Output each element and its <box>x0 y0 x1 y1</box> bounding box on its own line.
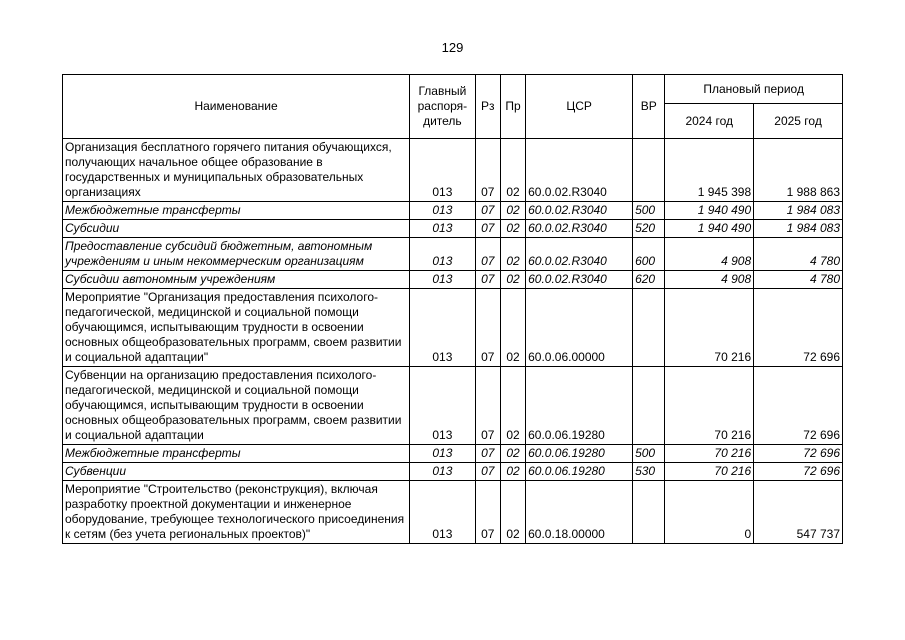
table-header <box>63 75 843 139</box>
cell-vr: 500 <box>633 202 665 220</box>
table-row <box>63 139 843 202</box>
cell-vr: 620 <box>633 271 665 289</box>
cell-2025: 72 696 <box>754 463 843 481</box>
header-year-2024: 2024 год <box>665 104 754 139</box>
header-admin: Главный распоря-дитель <box>410 75 476 139</box>
cell-csr: 60.0.06.00000 <box>526 289 633 367</box>
cell-rz: 07 <box>475 481 500 544</box>
cell-2025: 1 984 083 <box>754 202 843 220</box>
cell-2024: 4 908 <box>665 238 754 271</box>
cell-2024: 70 216 <box>665 445 754 463</box>
cell-vr: 600 <box>633 238 665 271</box>
cell-2025: 4 780 <box>754 238 843 271</box>
table-row <box>63 481 843 544</box>
table-row <box>63 202 843 220</box>
cell-rz: 07 <box>475 463 500 481</box>
header-pr: Пр <box>500 75 525 139</box>
table-row <box>63 289 843 367</box>
header-name: Наименование <box>63 75 410 139</box>
cell-vr: 520 <box>633 220 665 238</box>
cell-vr <box>633 139 665 202</box>
table-row <box>63 271 843 289</box>
cell-rz: 07 <box>475 202 500 220</box>
cell-rz: 07 <box>475 445 500 463</box>
cell-name: Субсидии <box>63 220 410 238</box>
cell-admin: 013 <box>410 463 476 481</box>
cell-name: Предоставление субсидий бюджетным, автономным учреждениям и иным некоммерческим организациям <box>63 238 410 271</box>
cell-admin: 013 <box>410 202 476 220</box>
page-number: 129 <box>441 40 464 55</box>
cell-admin: 013 <box>410 445 476 463</box>
cell-pr: 02 <box>500 202 525 220</box>
cell-admin: 013 <box>410 220 476 238</box>
cell-vr: 500 <box>633 445 665 463</box>
cell-2024: 0 <box>665 481 754 544</box>
cell-pr: 02 <box>500 220 525 238</box>
cell-pr: 02 <box>500 139 525 202</box>
cell-name: Мероприятие "Организация предоставления психолого-педагогической, медицинской и социальной помощи обучающимся, испытывающим трудности в освоении основных общеобразовательных программ, своем развитии и социальной адаптации" <box>63 289 410 367</box>
cell-csr: 60.0.02.R3040 <box>526 238 633 271</box>
header-csr: ЦСР <box>526 75 633 139</box>
cell-2025: 547 737 <box>754 481 843 544</box>
cell-csr: 60.0.02.R3040 <box>526 220 633 238</box>
cell-vr <box>633 289 665 367</box>
cell-rz: 07 <box>475 367 500 445</box>
header-year-2025: 2025 год <box>754 104 843 139</box>
table-body <box>63 139 843 544</box>
cell-2024: 1 940 490 <box>665 220 754 238</box>
cell-2025: 72 696 <box>754 445 843 463</box>
cell-pr: 02 <box>500 289 525 367</box>
cell-rz: 07 <box>475 271 500 289</box>
header-rz: Рз <box>475 75 500 139</box>
header-planning-period: Плановый период <box>665 75 843 104</box>
cell-pr: 02 <box>500 463 525 481</box>
cell-admin: 013 <box>410 271 476 289</box>
cell-csr: 60.0.02.R3040 <box>526 202 633 220</box>
cell-admin: 013 <box>410 139 476 202</box>
header-vr: ВР <box>633 75 665 139</box>
cell-name: Организация бесплатного горячего питания обучающихся, получающих начальное общее образование в государственных и муниципальных образовательных организациях <box>63 139 410 202</box>
budget-table <box>62 74 843 544</box>
cell-vr: 530 <box>633 463 665 481</box>
cell-2024: 1 945 398 <box>665 139 754 202</box>
cell-csr: 60.0.06.19280 <box>526 367 633 445</box>
cell-2024: 70 216 <box>665 289 754 367</box>
cell-name: Субсидии автономным учреждениям <box>63 271 410 289</box>
table-row <box>63 238 843 271</box>
cell-2024: 70 216 <box>665 463 754 481</box>
cell-pr: 02 <box>500 481 525 544</box>
cell-vr <box>633 481 665 544</box>
cell-name: Субвенции <box>63 463 410 481</box>
cell-2024: 70 216 <box>665 367 754 445</box>
cell-name: Мероприятие "Строительство (реконструкция), включая разработку проектной документации и инженерное оборудование, требующее технологического присоединения к сетям (без учета региональных проектов)" <box>63 481 410 544</box>
cell-2025: 72 696 <box>754 367 843 445</box>
cell-name: Межбюджетные трансферты <box>63 202 410 220</box>
table-row <box>63 445 843 463</box>
cell-pr: 02 <box>500 238 525 271</box>
table-row <box>63 463 843 481</box>
cell-csr: 60.0.18.00000 <box>526 481 633 544</box>
cell-admin: 013 <box>410 481 476 544</box>
cell-csr: 60.0.06.19280 <box>526 445 633 463</box>
cell-2025: 4 780 <box>754 271 843 289</box>
cell-admin: 013 <box>410 238 476 271</box>
cell-pr: 02 <box>500 367 525 445</box>
table-row <box>63 220 843 238</box>
cell-2025: 1 984 083 <box>754 220 843 238</box>
cell-name: Межбюджетные трансферты <box>63 445 410 463</box>
cell-rz: 07 <box>475 220 500 238</box>
cell-csr: 60.0.02.R3040 <box>526 139 633 202</box>
cell-csr: 60.0.06.19280 <box>526 463 633 481</box>
cell-pr: 02 <box>500 445 525 463</box>
cell-csr: 60.0.02.R3040 <box>526 271 633 289</box>
cell-name: Субвенции на организацию предоставления психолого-педагогической, медицинской и социальной помощи обучающимся, испытывающим трудности в освоении основных общеобразовательных программ, своем развитии и социальной адаптации <box>63 367 410 445</box>
cell-2025: 72 696 <box>754 289 843 367</box>
cell-vr <box>633 367 665 445</box>
cell-2024: 4 908 <box>665 271 754 289</box>
cell-admin: 013 <box>410 367 476 445</box>
cell-rz: 07 <box>475 139 500 202</box>
cell-2024: 1 940 490 <box>665 202 754 220</box>
cell-rz: 07 <box>475 238 500 271</box>
cell-pr: 02 <box>500 271 525 289</box>
cell-rz: 07 <box>475 289 500 367</box>
cell-2025: 1 988 863 <box>754 139 843 202</box>
table-row <box>63 367 843 445</box>
cell-admin: 013 <box>410 289 476 367</box>
